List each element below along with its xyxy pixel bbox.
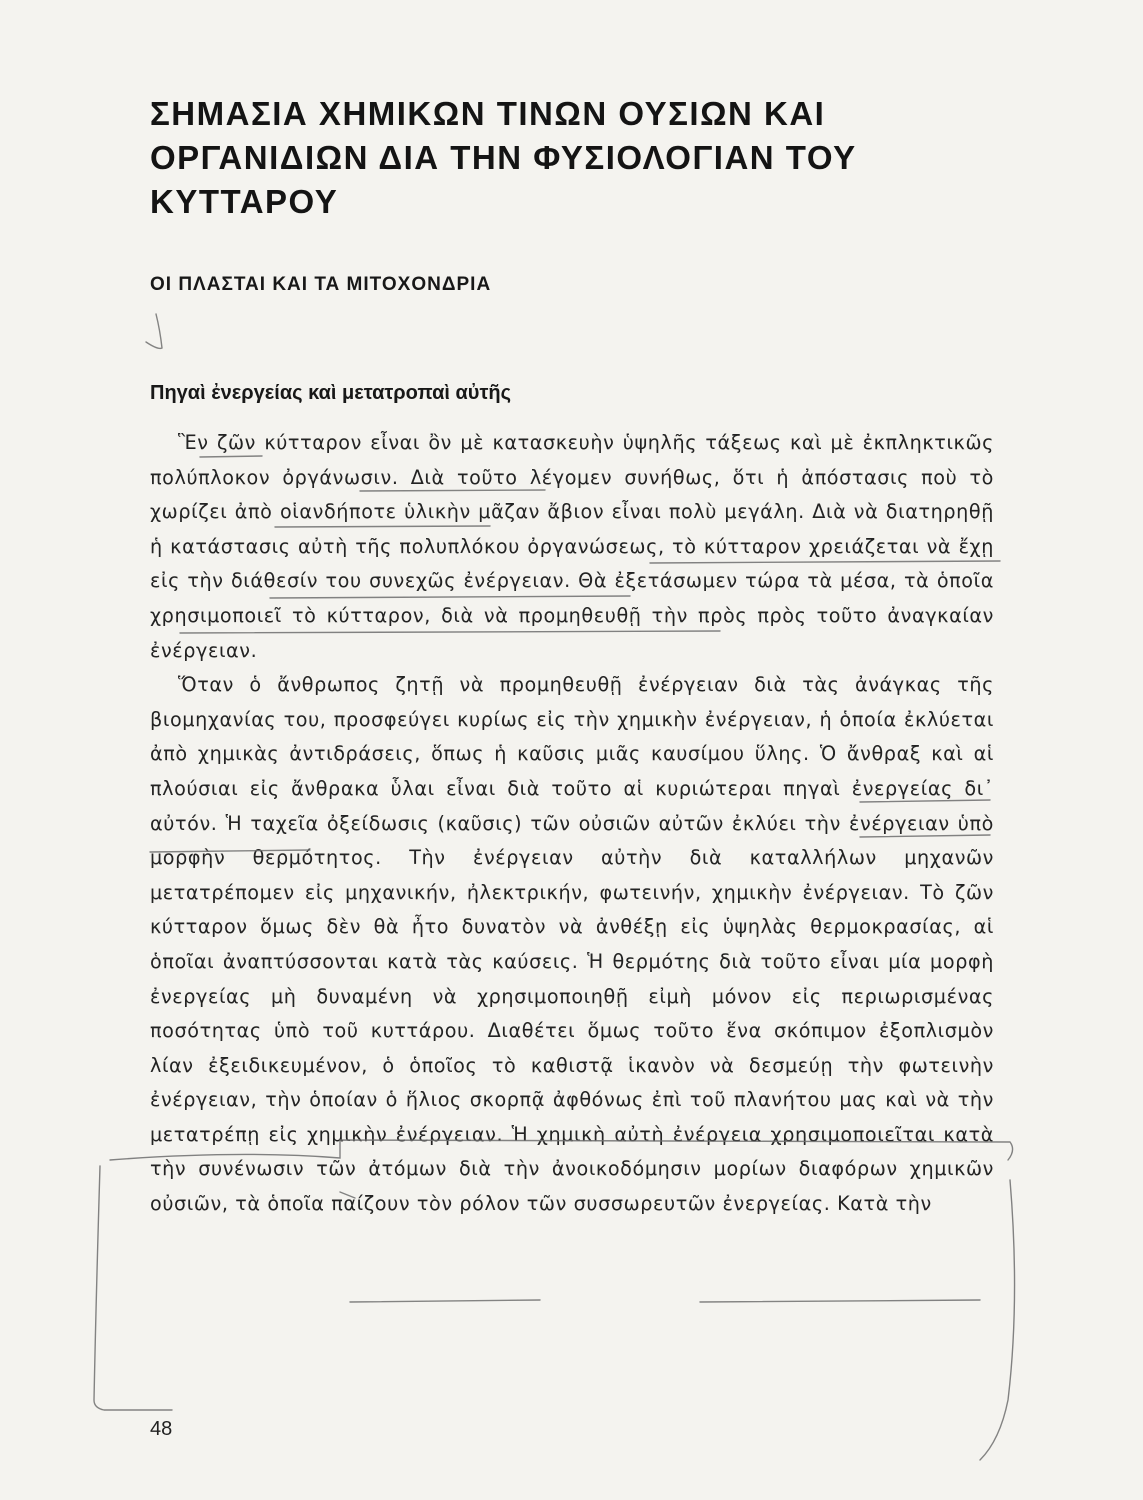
- pencil-underline: [700, 1300, 980, 1302]
- section-title: ΟΙ ΠΛΑΣΤΑΙ ΚΑΙ ΤΑ ΜΙΤΟΧΟΝΔΡΙΑ: [150, 274, 492, 295]
- paragraph-2: Ὅταν ὁ ἄνθρωπος ζητῇ νὰ προμηθευθῇ ἐνέργειαν διὰ τὰς ἀνάγκας τῆς βιομηχανίας του, προσφεύγει κυρίως εἰς τὴν χημικὴν ἐνέργειαν, ἡ ὁποία ἐκλύεται ἀπὸ χημικὰς ἀντιδράσεις, ὅπως ἡ καῦσις μιᾶς καυσίμου ὕλης. Ὁ ἄνθραξ καὶ αἱ πλούσιαι εἰς ἄνθρακα ὗλαι εἶναι διὰ τοῦτο αἱ κυριώτεραι πηγαὶ ἐνεργείας δι᾽ αὐτόν. Ἡ ταχεῖα ὀξείδωσις (καῦσις) τῶν οὐσιῶν αὐτῶν ἐκλύει τὴν ἐνέργειαν ὑπὸ μορφὴν θερμότητος. Τὴν ἐνέργειαν αὐτὴν διὰ καταλλήλων μηχανῶν μετατρέπομεν εἰς μηχανικήν, ἠλεκτρικήν, φωτεινήν, χημικὴν ἐνέργειαν. Τὸ ζῶν κύτταρον ὅμως δὲν θὰ ἦτο δυνατὸν νὰ ἀνθέξῃ εἰς ὑψηλὰς θερμοκρασίας, αἱ ὁποῖαι ἀναπτύσσονται κατὰ τὰς καύσεις. Ἡ θερμότης διὰ τοῦτο εἶναι μία μορφὴ ἐνεργείας μὴ δυναμένη νὰ χρησιμοποιηθῇ εἰμὴ μόνον εἰς περιωρισμένας ποσότητας ὑπὸ τοῦ κυττάρου. Διαθέτει ὅμως τοῦτο ἕνα σκόπιμον ἐξοπλισμὸν λίαν ἐξειδικευμένον, ὁ ὁποῖος τὸ καθιστᾷ ἱκανὸν νὰ δεσμεύῃ τὴν φωτεινὴν ἐνέργειαν, τὴν ὁποίαν ὁ ἥλιος σκορπᾷ ἀφθόνως ἐπὶ τοῦ πλανήτου μας καὶ νὰ τὴν μετατρέπῃ εἰς χημικὴν ἐνέργειαν. Ἡ χημικὴ αὐτὴ ἐνέργεια χρησιμοποιεῖται κατὰ τὴν συνένωσιν τῶν ἀτόμων διὰ τὴν ἀνοικοδόμησιν μορίων διαφόρων χημικῶν οὐσιῶν, τὰ ὁποῖα παίζουν τὸν ρόλον τῶν συσσωρευτῶν ἐνεργείας. Κατὰ τὴν: [150, 673, 994, 1216]
- pencil-bracket-right: [980, 1180, 1015, 1460]
- body-text: [150, 426, 994, 1222]
- chapter-title: ΣΗΜΑΣΙΑ ΧΗΜΙΚΩΝ ΤΙΝΩΝ ΟΥΣΙΩΝ ΚΑΙ ΟΡΓΑΝΙΔΙΩΝ ΔΙΑ ΤΗΝ ΦΥΣΙΟΛΟΓΙΑΝ ΤΟΥ ΚΥΤΤΑΡΟΥ: [150, 95, 857, 220]
- paragraph-1: Ἓν ζῶν κύτταρον εἶναι ὂν μὲ κατασκευὴν ὑψηλῆς τάξεως καὶ μὲ ἐκπληκτικῶς πολύπλοκον ὀργάνωσιν. Διὰ τοῦτο λέγομεν συνήθως, ὅτι ἡ ἀπόστασις ποὺ τὸ χωρίζει ἀπὸ οἱανδήποτε ὑλικὴν μᾶζαν ἄβιον εἶναι πολὺ μεγάλη. Διὰ νὰ διατηρηθῇ ἡ κατάστασις αὐτὴ τῆς πολυπλόκου ὀργανώσεως, τὸ κύτταρον χρειάζεται νὰ ἔχῃ εἰς τὴν διάθεσίν του συνεχῶς ἐνέργειαν. Θὰ ἐξετάσωμεν τώρα τὰ μέσα, τὰ ὁποῖα χρησιμοποιεῖ τὸ κύτταρον, διὰ νὰ προμηθευθῇ τὴν πρὸς πρὸς τοῦτο ἀναγκαίαν ἐνέργειαν.: [150, 431, 994, 662]
- page-number: 48: [150, 1418, 173, 1440]
- pencil-tick-mark: [146, 314, 162, 348]
- subsection-title: Πηγαὶ ἐνεργείας καὶ μετατροπαὶ αὐτῆς: [150, 382, 511, 404]
- pencil-underline: [350, 1300, 540, 1302]
